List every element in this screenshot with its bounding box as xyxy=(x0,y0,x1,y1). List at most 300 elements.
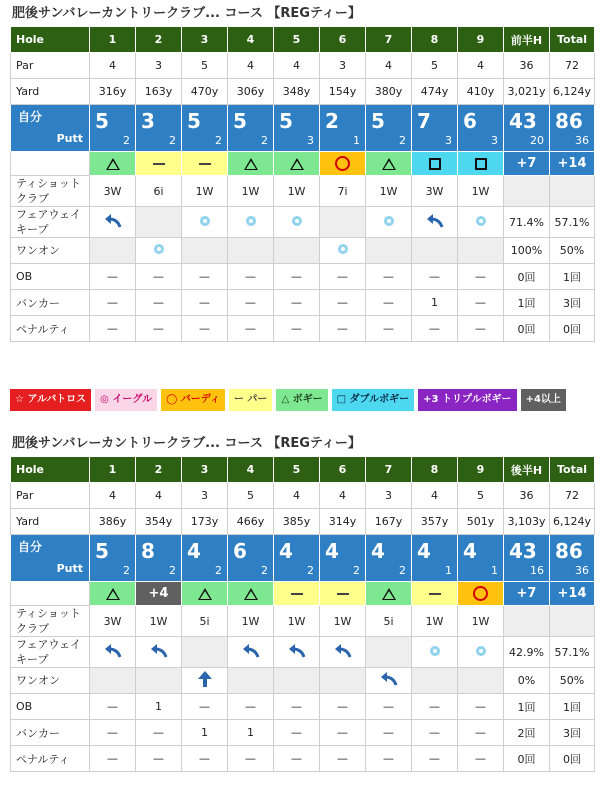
tee-club-row-label: ティショット クラブ xyxy=(16,607,81,635)
bunker-row-cell: 1 xyxy=(431,296,438,309)
fairway-hit-icon xyxy=(384,216,394,226)
arrow-left-curve-icon xyxy=(334,644,352,661)
bunker-row-cell: — xyxy=(199,296,210,309)
player-label: 自分 xyxy=(18,110,43,124)
ob-row-cell: — xyxy=(245,270,256,283)
ob-row-label: OB xyxy=(16,700,33,713)
hole-score: 6 xyxy=(463,108,477,133)
legend-dbl: □ ダブルボギー xyxy=(332,389,415,411)
triangle-icon xyxy=(382,158,396,170)
tee-club-row-cell: 1W xyxy=(287,184,306,198)
penalty-row-total: 0回 xyxy=(563,752,581,766)
par-row-label: Par xyxy=(16,489,34,502)
legend-alb: ☆ アルバトロス xyxy=(10,389,91,411)
one-on-row xyxy=(11,238,595,264)
course-title: 肥後サンバレーカントリークラブ... コース 【REGティー】 xyxy=(12,6,361,21)
hole-score: 5 xyxy=(371,108,385,133)
bunker-row-cell: 1 xyxy=(247,726,254,739)
par-row-cell: 3 xyxy=(385,489,392,502)
hole-putts: 2 xyxy=(353,563,360,577)
bunker-row-cell: 1 xyxy=(201,726,208,739)
penalty-row-cell: — xyxy=(475,752,486,765)
bunker-row-cell: — xyxy=(383,296,394,309)
hole-putts: 2 xyxy=(399,133,406,147)
par-row-cell: 5 xyxy=(247,489,254,502)
bunker-row xyxy=(11,290,595,316)
hole-score: 4 xyxy=(279,538,293,563)
fairway-hit-icon xyxy=(292,216,302,226)
yard-row xyxy=(11,509,595,535)
hole-number: 1 xyxy=(108,33,117,46)
yard-row-cell: 167y xyxy=(374,515,403,528)
par-row-cell: 4 xyxy=(109,489,116,502)
yard-row-cell: 410y xyxy=(466,85,495,98)
bunker-row-subtotal: 1回 xyxy=(517,296,536,310)
result-bogey xyxy=(228,152,273,175)
bunker-row-cell: — xyxy=(245,296,256,309)
ob-row-total: 1回 xyxy=(563,700,581,714)
subtotal-putts: 20 xyxy=(530,133,544,147)
hole-number: 4 xyxy=(246,463,255,476)
fairway-row-subtotal: 42.9% xyxy=(509,645,544,659)
hole-number: 3 xyxy=(200,463,209,476)
dash-icon xyxy=(153,163,165,165)
total-label: Total xyxy=(556,33,588,46)
tee-club-row-cell: 6i xyxy=(153,184,164,198)
yard-row-total: 6,124y xyxy=(552,85,591,98)
total-score: 86 xyxy=(555,538,583,563)
bunker-row-total: 3回 xyxy=(563,726,581,740)
tee-club-row-cell: 1W xyxy=(287,614,306,628)
fairway-hit-icon xyxy=(476,216,486,226)
subtotal-score: 43 xyxy=(509,538,537,563)
penalty-row-cell: — xyxy=(153,752,164,765)
tee-club-row-cell: 1W xyxy=(379,184,398,198)
result-row xyxy=(11,152,595,176)
bunker-row-cell: — xyxy=(475,296,486,309)
subtotal-score: 43 xyxy=(509,108,537,133)
par-row-cell: 4 xyxy=(477,59,484,72)
result-bogey xyxy=(182,582,227,605)
hole-number: 3 xyxy=(200,33,209,46)
total-over-par: +14 xyxy=(550,152,594,175)
tee-club-row-cell: 5i xyxy=(383,614,394,628)
bunker-row-cell: — xyxy=(337,296,348,309)
par-row-cell: 4 xyxy=(339,489,346,502)
result-bogey xyxy=(366,152,411,175)
legend-par: ー パー xyxy=(229,389,272,411)
subtotal-over-par: +7 xyxy=(504,582,549,605)
course-title: 肥後サンバレーカントリークラブ... コース 【REGティー】 xyxy=(12,436,361,451)
par-row xyxy=(11,483,595,509)
subtotal-label: 前半H xyxy=(510,33,543,47)
ob-row-cell: — xyxy=(429,700,440,713)
penalty-row-cell: — xyxy=(199,322,210,335)
hole-score: 4 xyxy=(325,538,339,563)
yard-row-cell: 173y xyxy=(190,515,219,528)
scorecard-front xyxy=(10,2,594,342)
bunker-row-subtotal: 2回 xyxy=(517,726,536,740)
one-on-row-label: ワンオン xyxy=(16,674,60,687)
total-label: Total xyxy=(556,463,588,476)
circle-icon xyxy=(473,586,488,601)
dash-icon xyxy=(429,593,441,595)
result-par xyxy=(182,152,227,175)
result-bogey xyxy=(90,582,135,605)
arrow-left-curve-icon xyxy=(380,672,398,689)
total-putts: 36 xyxy=(575,133,589,147)
hole-score: 8 xyxy=(141,538,155,563)
result-bogey xyxy=(228,582,273,605)
arrow-left-curve-icon xyxy=(104,214,122,231)
fairway-row-label: フェアウェイ キープ xyxy=(16,208,82,236)
tee-club-row-cell: 1W xyxy=(241,614,260,628)
tee-club-row-cell: 3W xyxy=(425,184,444,198)
yard-row-cell: 354y xyxy=(144,515,173,528)
tee-club-row-cell: 1W xyxy=(471,614,490,628)
ob-row-cell: — xyxy=(107,700,118,713)
penalty-row xyxy=(11,316,595,342)
tee-club-row-cell: 1W xyxy=(149,614,168,628)
hole-score: 4 xyxy=(417,538,431,563)
triangle-icon xyxy=(244,158,258,170)
one-on-row-total: 50% xyxy=(559,244,585,257)
penalty-row-label: ペナルティ xyxy=(16,752,70,766)
par-row-cell: 5 xyxy=(477,489,484,502)
subtotal-over-par: +7 xyxy=(504,152,549,175)
triangle-icon xyxy=(198,588,212,600)
yard-row-total: 6,124y xyxy=(552,515,591,528)
result-bogey xyxy=(274,152,319,175)
ob-row-subtotal: 1回 xyxy=(517,700,536,714)
hole-score: 4 xyxy=(371,538,385,563)
hole-putts: 1 xyxy=(353,133,360,147)
bunker-row-total: 3回 xyxy=(563,296,581,310)
hole-number: 2 xyxy=(154,33,163,46)
yard-row-cell: 380y xyxy=(374,85,403,98)
fairway-hit-icon xyxy=(200,216,210,226)
subtotal-putts: 16 xyxy=(530,563,544,577)
fairway-hit-icon xyxy=(430,646,440,656)
yard-row-cell: 386y xyxy=(98,515,127,528)
hole-score: 4 xyxy=(187,538,201,563)
yard-row-cell: 163y xyxy=(144,85,173,98)
fairway-hit-icon xyxy=(246,216,256,226)
arrow-left-curve-icon xyxy=(104,644,122,661)
yard-row-cell: 474y xyxy=(420,85,449,98)
hole-score: 5 xyxy=(95,538,109,563)
bunker-row-cell: — xyxy=(291,296,302,309)
hole-number: 9 xyxy=(476,463,485,476)
penalty-row-cell: — xyxy=(107,752,118,765)
dash-icon xyxy=(337,593,349,595)
hole-putts: 2 xyxy=(169,133,176,147)
penalty-row-cell: — xyxy=(337,322,348,335)
ob-row-cell: — xyxy=(337,270,348,283)
subtotal-label: 後半H xyxy=(510,463,543,477)
ob-row-cell: — xyxy=(291,270,302,283)
par-row-cell: 3 xyxy=(155,59,162,72)
par-row-cell: 3 xyxy=(339,59,346,72)
ob-row-label: OB xyxy=(16,270,33,283)
triangle-icon xyxy=(106,588,120,600)
triangle-icon xyxy=(106,158,120,170)
ob-row-cell: — xyxy=(107,270,118,283)
yard-row-cell: 501y xyxy=(466,515,495,528)
yard-row-subtotal: 3,021y xyxy=(507,85,546,98)
hole-number: 2 xyxy=(154,463,163,476)
ob-row-cell: — xyxy=(291,700,302,713)
tee-club-row-cell: 1W xyxy=(425,614,444,628)
par-row-cell: 5 xyxy=(431,59,438,72)
hole-putts: 2 xyxy=(215,563,222,577)
header-row xyxy=(11,27,595,53)
yard-row-cell: 470y xyxy=(190,85,219,98)
ob-row-cell: — xyxy=(245,700,256,713)
ob-row-cell: — xyxy=(475,270,486,283)
hole-number: 6 xyxy=(338,33,347,46)
fairway-row-subtotal: 71.4% xyxy=(509,215,544,229)
tee-club-row-cell: 1W xyxy=(471,184,490,198)
hole-score: 4 xyxy=(463,538,477,563)
result-bogey xyxy=(366,582,411,605)
penalty-row-cell: — xyxy=(107,322,118,335)
hole-putts: 1 xyxy=(445,563,452,577)
bunker-row-cell: — xyxy=(383,726,394,739)
yard-row-cell: 385y xyxy=(282,515,311,528)
bunker-row xyxy=(11,720,595,746)
hole-score: 5 xyxy=(187,108,201,133)
player-label: 自分 xyxy=(18,540,43,554)
legend-p4: +4以上 xyxy=(521,389,566,411)
penalty-row-subtotal: 0回 xyxy=(517,752,536,766)
par-row-cell: 4 xyxy=(109,59,116,72)
penalty-row-label: ペナルティ xyxy=(16,322,70,336)
fairway-row-total: 57.1% xyxy=(554,215,590,229)
bunker-row-cell: — xyxy=(107,296,118,309)
tee-club-row-cell: 3W xyxy=(103,614,122,628)
hole-number: 5 xyxy=(292,463,301,476)
par-row-subtotal: 36 xyxy=(519,489,534,502)
bunker-row-cell: — xyxy=(153,296,164,309)
ob-row-cell: — xyxy=(383,270,394,283)
ob-row-cell: — xyxy=(199,270,210,283)
bunker-row-cell: — xyxy=(337,726,348,739)
yard-row xyxy=(11,79,595,105)
scorecard-table xyxy=(10,456,595,772)
ob-row xyxy=(11,264,595,290)
ob-row-cell: — xyxy=(153,270,164,283)
header-row xyxy=(11,457,595,483)
result-dbl xyxy=(458,152,503,175)
tee-club-row-cell: 1W xyxy=(195,184,214,198)
penalty-row-cell: — xyxy=(429,752,440,765)
penalty-row-cell: — xyxy=(199,752,210,765)
hole-number: 4 xyxy=(246,33,255,46)
penalty-row-cell: — xyxy=(245,322,256,335)
hole-putts: 2 xyxy=(215,133,222,147)
dash-icon xyxy=(199,163,211,165)
par-row-cell: 4 xyxy=(293,59,300,72)
fairway-row xyxy=(11,637,595,668)
putt-label: Putt xyxy=(56,562,83,575)
ob-row-cell: — xyxy=(383,700,394,713)
par-row-cell: 4 xyxy=(293,489,300,502)
hole-number: 8 xyxy=(430,463,439,476)
par-row-subtotal: 36 xyxy=(519,59,534,72)
total-over-par: +14 xyxy=(550,582,594,605)
hole-number: 6 xyxy=(338,463,347,476)
fairway-row xyxy=(11,207,595,238)
score-row xyxy=(11,105,595,152)
yard-row-cell: 466y xyxy=(236,515,265,528)
yard-row-cell: 316y xyxy=(98,85,127,98)
penalty-row-subtotal: 0回 xyxy=(517,322,536,336)
scorecard-back xyxy=(10,432,594,772)
arrow-left-curve-icon xyxy=(426,214,444,231)
hole-putts: 2 xyxy=(169,563,176,577)
tee-club-row-cell: 1W xyxy=(333,614,352,628)
result-dbl xyxy=(412,152,457,175)
hole-score: 5 xyxy=(279,108,293,133)
hole-score: 2 xyxy=(325,108,339,133)
fairway-row-label: フェアウェイ キープ xyxy=(16,638,82,666)
ob-row-total: 1回 xyxy=(563,270,581,284)
result-birdie xyxy=(458,582,503,605)
ob-row-cell: — xyxy=(199,700,210,713)
penalty-row-cell: — xyxy=(291,322,302,335)
hole-label: Hole xyxy=(16,463,44,476)
bunker-row-cell: — xyxy=(475,726,486,739)
hole-putts: 2 xyxy=(261,133,268,147)
hole-number: 7 xyxy=(384,463,393,476)
one-on-row xyxy=(11,668,595,694)
hole-putts: 3 xyxy=(445,133,452,147)
yard-row-cell: 154y xyxy=(328,85,357,98)
fairway-hit-icon xyxy=(154,244,164,254)
scorecard-table xyxy=(10,26,595,342)
circle-icon xyxy=(335,156,350,171)
hole-number: 5 xyxy=(292,33,301,46)
par-row xyxy=(11,53,595,79)
tee-club-row-cell: 3W xyxy=(103,184,122,198)
hole-score: 7 xyxy=(417,108,431,133)
result-birdie xyxy=(320,152,365,175)
hole-label: Hole xyxy=(16,33,44,46)
hole-score: 3 xyxy=(141,108,155,133)
par-row-cell: 5 xyxy=(201,59,208,72)
arrow-left-curve-icon xyxy=(242,644,260,661)
fairway-hit-icon xyxy=(338,244,348,254)
bunker-row-label: バンカー xyxy=(16,296,60,310)
result-par xyxy=(320,582,365,605)
hole-putts: 2 xyxy=(307,563,314,577)
ob-row xyxy=(11,694,595,720)
dash-icon xyxy=(291,593,303,595)
bunker-row-label: バンカー xyxy=(16,726,60,740)
yard-row-cell: 306y xyxy=(236,85,265,98)
result-par xyxy=(412,582,457,605)
arrow-up-icon xyxy=(198,671,212,690)
triangle-icon xyxy=(290,158,304,170)
penalty-row-cell: — xyxy=(383,322,394,335)
par-row-cell: 4 xyxy=(385,59,392,72)
yard-row-label: Yard xyxy=(16,85,40,98)
ob-row-cell: — xyxy=(475,700,486,713)
hole-putts: 2 xyxy=(399,563,406,577)
ob-row-subtotal: 0回 xyxy=(517,270,536,284)
penalty-row-cell: — xyxy=(475,322,486,335)
tee-club-row-cell: 5i xyxy=(199,614,210,628)
ob-row-cell: 1 xyxy=(155,700,162,713)
result-legend xyxy=(10,389,594,411)
penalty-row-cell: — xyxy=(291,752,302,765)
hole-number: 9 xyxy=(476,33,485,46)
yard-row-cell: 314y xyxy=(328,515,357,528)
hole-putts: 2 xyxy=(123,563,130,577)
tee-club-row-cell: 1W xyxy=(241,184,260,198)
bunker-row-cell: — xyxy=(291,726,302,739)
yard-row-cell: 348y xyxy=(282,85,311,98)
square-icon xyxy=(429,158,441,170)
result-par xyxy=(136,152,181,175)
result-row xyxy=(11,582,595,606)
hole-putts: 1 xyxy=(491,563,498,577)
bunker-row-cell: — xyxy=(429,726,440,739)
total-score: 86 xyxy=(555,108,583,133)
score-row xyxy=(11,535,595,582)
arrow-left-curve-icon xyxy=(288,644,306,661)
tee-club-row-label: ティショット クラブ xyxy=(16,177,81,205)
penalty-row-cell: — xyxy=(245,752,256,765)
triangle-icon xyxy=(382,588,396,600)
par-row-total: 72 xyxy=(565,59,579,72)
penalty-row-cell: — xyxy=(153,322,164,335)
ob-row-cell: — xyxy=(337,700,348,713)
square-icon xyxy=(475,158,487,170)
par-row-total: 72 xyxy=(565,489,579,502)
ob-row-cell: — xyxy=(429,270,440,283)
one-on-row-subtotal: 100% xyxy=(510,244,543,257)
one-on-row-label: ワンオン xyxy=(16,244,60,257)
legend-bog: △ ボギー xyxy=(276,389,327,411)
one-on-row-subtotal: 0% xyxy=(517,674,536,687)
hole-putts: 2 xyxy=(261,563,268,577)
par-row-cell: 4 xyxy=(247,59,254,72)
hole-putts: 3 xyxy=(307,133,314,147)
fairway-row-total: 57.1% xyxy=(554,645,590,659)
legend-eag: ◎ イーグル xyxy=(95,389,157,411)
hole-score: 5 xyxy=(233,108,247,133)
yard-row-label: Yard xyxy=(16,515,40,528)
putt-label: Putt xyxy=(56,132,83,145)
tee-club-row-cell: 7i xyxy=(337,184,348,198)
tee-club-row xyxy=(11,606,595,637)
tee-club-row xyxy=(11,176,595,207)
par-row-cell: 3 xyxy=(201,489,208,502)
hole-score: 5 xyxy=(95,108,109,133)
triangle-icon xyxy=(244,588,258,600)
result-bogey xyxy=(90,152,135,175)
legend-bir: ◯ バーディ xyxy=(161,389,225,411)
yard-row-cell: 357y xyxy=(420,515,449,528)
legend-tri3: +3 トリプルボギー xyxy=(418,389,516,411)
bunker-row-cell: — xyxy=(153,726,164,739)
bunker-row-cell: — xyxy=(107,726,118,739)
hole-putts: 3 xyxy=(491,133,498,147)
hole-number: 1 xyxy=(108,463,117,476)
hole-number: 7 xyxy=(384,33,393,46)
